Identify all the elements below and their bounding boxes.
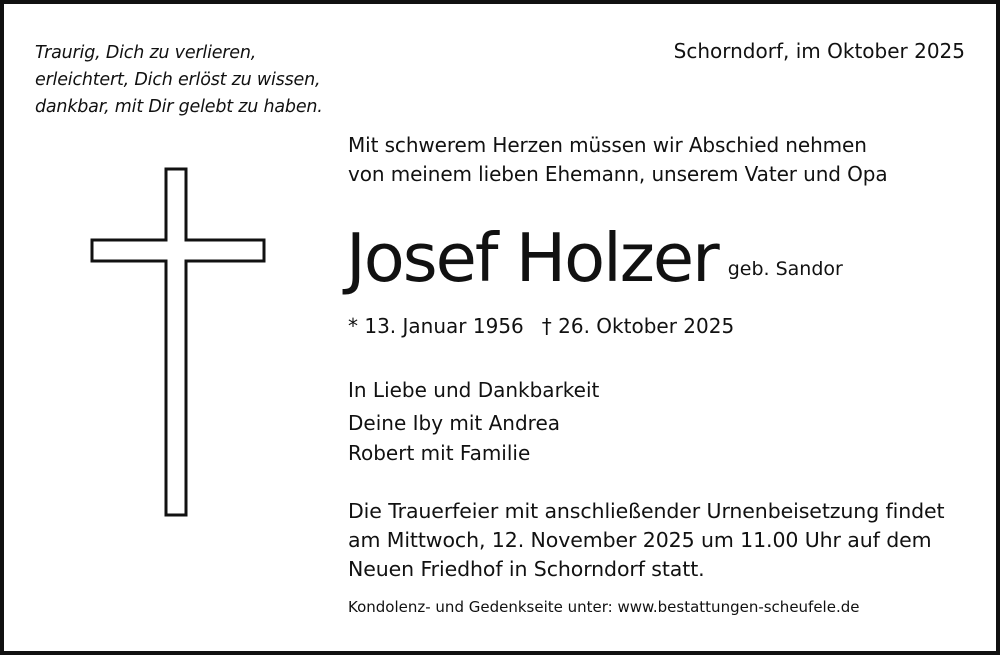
family-line: Deine Iby mit Andrea [348, 411, 561, 435]
condolence-web-note: Kondolenz- und Gedenkseite unter: www.bestattungen-scheufele.de [348, 598, 860, 616]
intro-line: von meinem lieben Ehemann, unserem Vater und Opa [348, 162, 888, 186]
memorial-poem [35, 40, 323, 121]
life-dates [348, 311, 734, 341]
service-details [348, 497, 945, 584]
birth-name: geb. Sandor [727, 258, 843, 280]
poem-line: dankbar, mit Dir gelebt zu haben. [35, 97, 323, 117]
service-line: Die Trauerfeier mit anschließender Urnenbeisetzung findet [348, 499, 945, 523]
closing-phrase: In Liebe und Dankbarkeit [348, 378, 600, 402]
place-date: Schorndorf, im Oktober 2025 [673, 39, 965, 63]
deceased-name: Josef Holzer [346, 219, 718, 297]
deceased-name-row [346, 218, 843, 298]
cross-icon [90, 167, 266, 517]
service-line: Neuen Friedhof in Schorndorf statt. [348, 557, 705, 581]
family-signature [348, 408, 560, 468]
service-line: am Mittwoch, 12. November 2025 um 11.00 Uhr auf dem [348, 528, 932, 552]
birth-date: * 13. Januar 1956 [348, 314, 524, 338]
poem-line: Traurig, Dich zu verlieren, [35, 43, 257, 63]
intro-line: Mit schwerem Herzen müssen wir Abschied nehmen [348, 133, 867, 157]
family-line: Robert mit Familie [348, 441, 531, 465]
death-date: † 26. Oktober 2025 [541, 314, 735, 338]
intro-text [348, 131, 888, 189]
poem-line: erleichtert, Dich erlöst zu wissen, [35, 70, 321, 90]
